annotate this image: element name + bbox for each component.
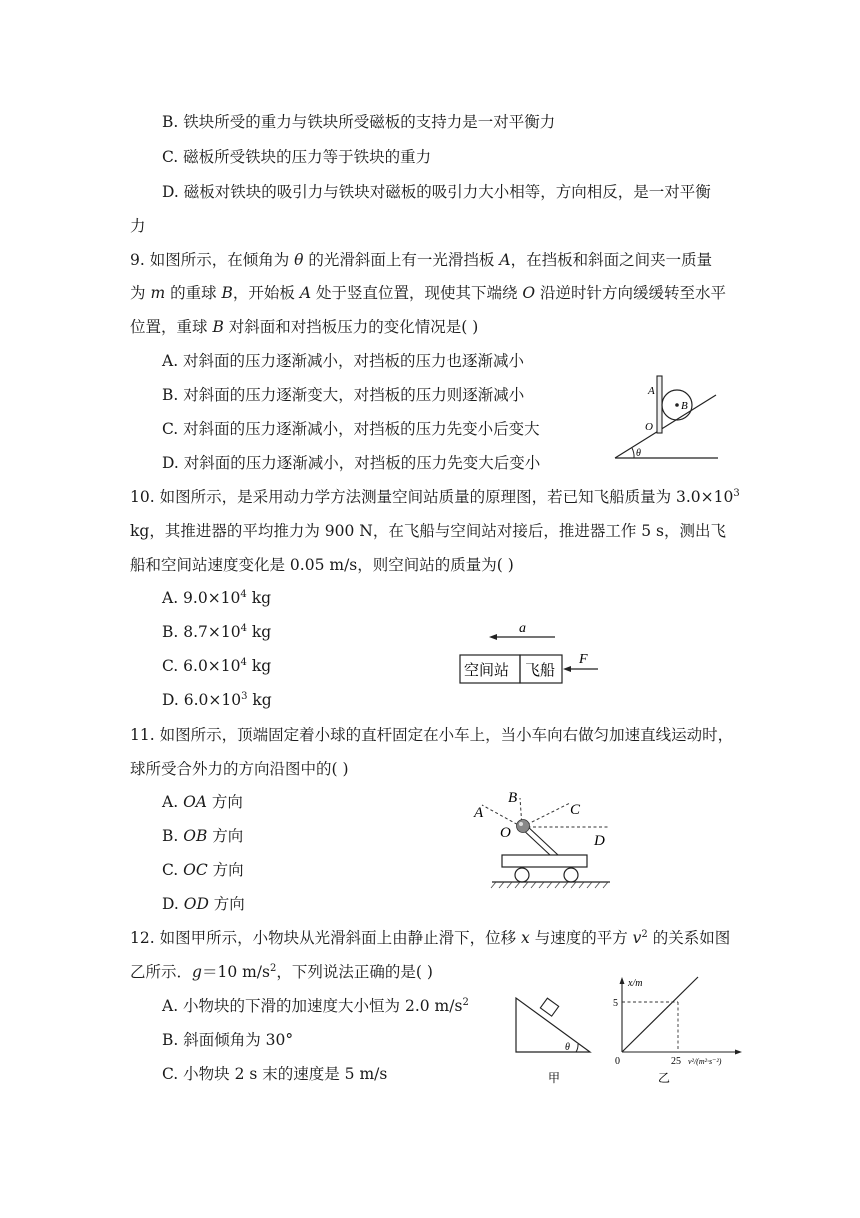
- q12-option-a: A. 小物块的下滑的加速度大小恒为 2.0 $m/s^2$: [162, 997, 469, 1015]
- q10-label-f: F: [579, 652, 588, 667]
- q9-angle-arc: [632, 448, 634, 458]
- q11-option-a: A. OA 方向: [162, 793, 243, 811]
- q12-figure-jia: [510, 990, 595, 1094]
- q11-wheel-right: [564, 868, 578, 882]
- q10-stem-line2: kg，其推进器的平均推力为 900 N，在飞船与空间站对接后，推进器工作 5 s，测出飞: [130, 522, 726, 540]
- q10-option-a: A. $9.0\times 10^4$ kg: [162, 589, 272, 607]
- prev-option-d-line2: 力: [130, 217, 146, 235]
- q9-stem-line2: 为 m 的重球 B，开始板 A 处于竖直位置，现使其下端绕 O 沿逆时针方向缓缓转至水平: [130, 284, 727, 302]
- q9-stem-line3: 位置，重球 B 对斜面和对挡板压力的变化情况是( ): [130, 318, 479, 336]
- q11-label-a: A: [474, 805, 484, 821]
- q12-origin: 0: [615, 1056, 620, 1067]
- q11-label-d: D: [594, 833, 605, 849]
- q11-label-c: C: [570, 802, 581, 818]
- q11-figure: [470, 785, 630, 899]
- q9-label-b: B: [681, 400, 688, 412]
- q9-option-a: A. 对斜面的压力逐渐减小，对挡板的压力也逐渐减小: [162, 352, 525, 370]
- q10-figure: [455, 615, 605, 694]
- q10-label-a: a: [519, 621, 526, 636]
- q11-stem-line2: 球所受合外力的方向沿图中的( ): [130, 760, 349, 778]
- q11-label-b: B: [508, 790, 518, 806]
- q9-label-theta: θ: [636, 448, 641, 459]
- q10-option-d: D. $6.0\times 10^3$ kg: [162, 691, 272, 709]
- q12-block: [540, 998, 558, 1016]
- q11-option-b: B. OB 方向: [162, 827, 244, 845]
- prev-option-b: B. 铁块所受的重力与铁块所受磁板的支持力是一对平衡力: [162, 113, 556, 131]
- q10-stem-line3: 船和空间站速度变化是 0.05 m/s，则空间站的质量为( ): [130, 556, 514, 574]
- q9-baffle-plate: [657, 376, 662, 433]
- q12-figure-yi: [600, 972, 750, 1096]
- q11-ball: [517, 820, 530, 833]
- q10-option-c: C. $6.0\times 10^4$ kg: [162, 657, 272, 675]
- q9-option-b: B. 对斜面的压力逐渐变大，对挡板的压力则逐渐减小: [162, 386, 525, 404]
- q12-option-c: C. 小物块 2 s 末的速度是 5 m/s: [162, 1065, 388, 1083]
- q12-label-theta: θ: [565, 1042, 570, 1053]
- q11-option-c: C. OC 方向: [162, 861, 244, 879]
- q10-stem-line1: 10. 如图所示，是采用动力学方法测量空间站质量的原理图，若已知飞船质量为 $3.0\times 10^3$: [130, 488, 740, 506]
- q11-option-d: D. OD 方向: [162, 895, 245, 913]
- q12-caption-jia: 甲: [548, 1071, 561, 1085]
- q12-x-axis-label: v²/(m²·s⁻²): [688, 1057, 722, 1066]
- q9-option-d: D. 对斜面的压力逐渐减小，对挡板的压力先变大后变小: [162, 454, 541, 472]
- q11-label-o: O: [500, 825, 511, 841]
- q12-y-tick: 5: [613, 998, 618, 1009]
- q9-incline-line: [615, 395, 716, 458]
- q10-station-label: 空间站: [464, 663, 510, 679]
- q9-option-c: C. 对斜面的压力逐渐减小，对挡板的压力先变小后变大: [162, 420, 540, 438]
- q10-ship-label: 飞船: [525, 663, 556, 679]
- q12-stem-line2: 乙所示．g＝10 $m/s^2$，下列说法正确的是( ): [130, 963, 433, 981]
- q12-stem-line1: 12. 如图甲所示，小物块从光滑斜面上由静止滑下，位移 x 与速度的平方 $v^2$ 的关系如图: [130, 929, 731, 947]
- q11-direction-oa: [482, 805, 522, 827]
- prev-option-d-line1: D. 磁板对铁块的吸引力与铁块对磁板的吸引力大小相等，方向相反，是一对平衡: [162, 183, 711, 201]
- q11-rod: [526, 825, 558, 855]
- prev-option-c: C. 磁板所受铁块的压力等于铁块的重力: [162, 148, 432, 166]
- q9-label-o: O: [645, 421, 653, 433]
- q9-label-a: A: [648, 385, 655, 397]
- q12-option-b: B. 斜面倾角为 30°: [162, 1031, 294, 1049]
- q12-y-axis-label: x/m: [628, 978, 643, 989]
- q11-stem-line1: 11. 如图所示，顶端固定着小球的直杆固定在小车上，当小车向右做匀加速直线运动时，: [130, 726, 734, 744]
- q9-stem-line1: 9. 如图所示，在倾角为 θ 的光滑斜面上有一光滑挡板 A，在挡板和斜面之间夹一质量: [130, 251, 713, 269]
- q10-option-b: B. $8.7\times 10^4$ kg: [162, 623, 272, 641]
- q12-caption-yi: 乙: [658, 1071, 671, 1085]
- q12-angle-arc: [576, 1044, 578, 1052]
- q11-wheel-left: [515, 868, 529, 882]
- q9-figure: [610, 368, 725, 467]
- q11-cart-body: [502, 855, 587, 867]
- q12-x-tick: 25: [671, 1056, 681, 1067]
